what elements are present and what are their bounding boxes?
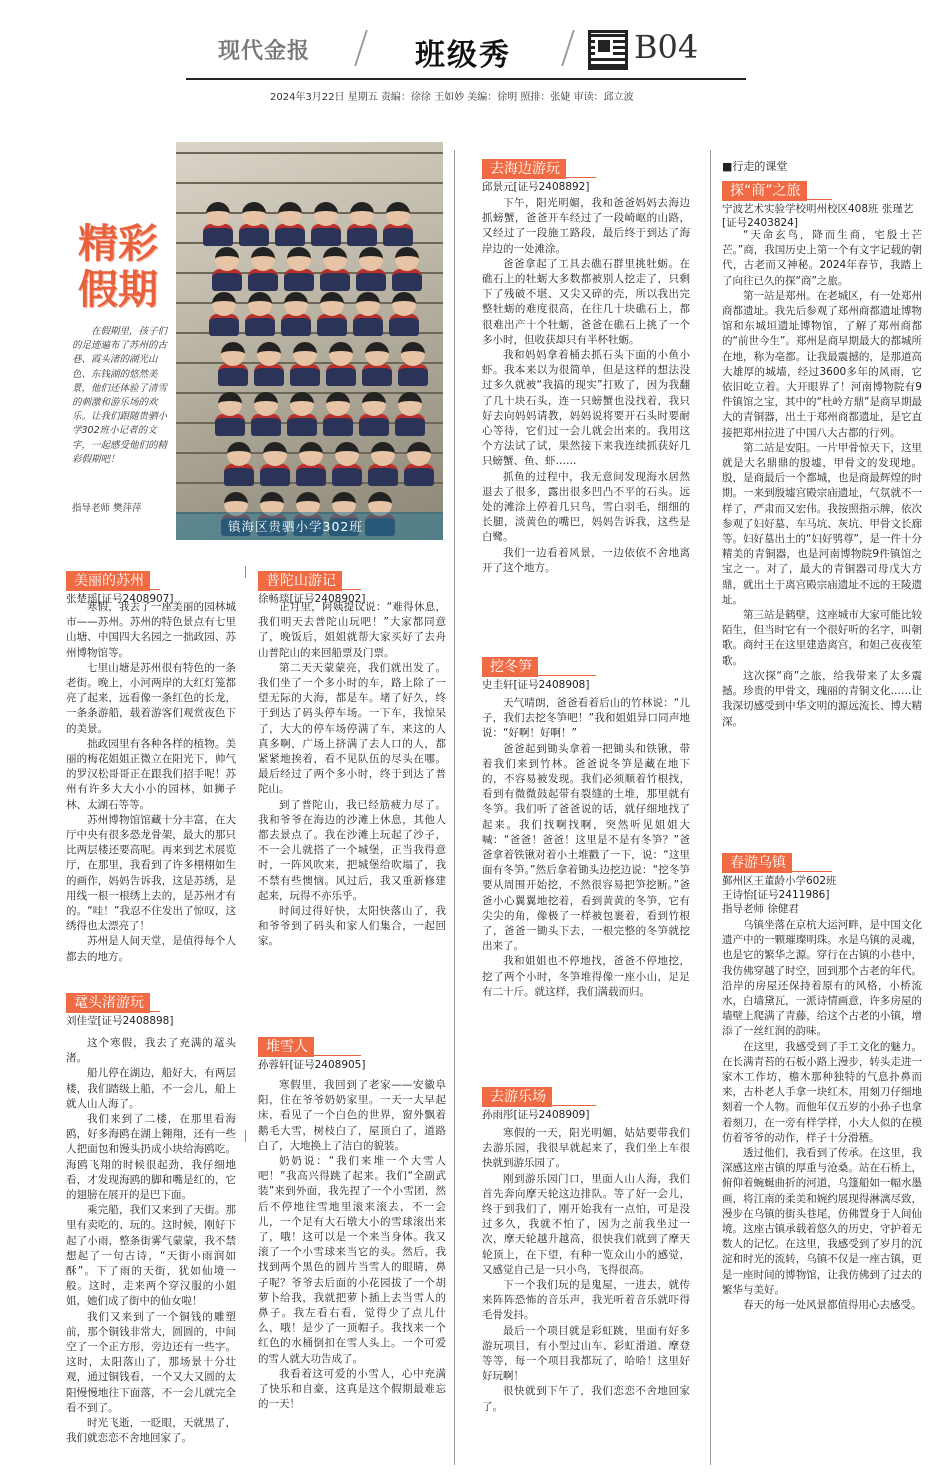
- article-title: 去海边游玩: [482, 159, 566, 179]
- article-heading: [258, 1036, 361, 1056]
- header-separator: [354, 30, 369, 66]
- photo-student-coat: [356, 269, 386, 291]
- article-paragraph: 下一个我们玩的是鬼屋，一进去，就传来阵阵恐怖的音乐声，我光听着音乐就吓得毛骨发抖。: [482, 1279, 690, 1322]
- article-heading: [482, 158, 596, 178]
- article-title: 春游乌镇: [722, 853, 792, 873]
- article-paragraph: 在这里，我感受到了手工文化的魅力。在长满青苔的石板小路上漫步，转头走进一家木工作坊，檐木那种独特的气息扑鼻而来，古朴老人手拿一块红木，用刻刀仔细地刻着一个人物。而他年仅五岁的小孙子也拿着刻刀，在一旁有样学样，小大人似的在模仿着爷爷的动作，样子十分滑稽。: [722, 1040, 922, 1144]
- photo-student-coat: [290, 364, 320, 386]
- photo-student-coat: [239, 224, 269, 246]
- article-paragraph: 下午，阳光明媚，我和爸爸妈妈去海边抓螃蟹，爸爸开车经过了一段崎岖的山路，又经过了一段施工路段，最后终于到达了海岸边的一处滩涂。: [482, 197, 690, 255]
- photo-student-coat: [215, 414, 245, 436]
- article-paragraph: 时间过得好快，太阳快落山了，我和爷爷到了码头和家人们集合，一起回家。: [258, 905, 446, 948]
- article-author: 徐畅琰[证号2408902]: [258, 593, 366, 605]
- photo-student-coat: [287, 414, 317, 436]
- photo-student-coat: [284, 269, 314, 291]
- photo-student-coat: [353, 314, 383, 336]
- article-title: 普陀山游记: [258, 571, 342, 591]
- article-body: [482, 196, 690, 626]
- photo-student-coat: [254, 364, 284, 386]
- photo-student-coat: [296, 464, 326, 486]
- photo-student: [251, 247, 275, 271]
- photo-student: [242, 202, 266, 226]
- header-rule: [186, 78, 746, 80]
- photo-student: [329, 342, 353, 366]
- article-author: 宁波艺术实验学校明州校区408班 张瑾艺[证号2403824]: [722, 203, 914, 229]
- article-paragraph: 我们一边看着风景，一边依依不舍地离开了这个地方。: [482, 546, 690, 574]
- article-paragraph: 寒假里，我回到了老家——安徽阜阳，住在爷爷奶奶家里。一天一大早起床，看见了一个白色的世界，窗外飘着鹅毛大雪，树枝白了，屋顶白了，道路白了，大地换上了洁白的貌装。: [258, 1079, 446, 1152]
- photo-student: [386, 202, 410, 226]
- article-paragraph: “天命玄鸟，降而生商，宅殷土芒芒。”商，我国历史上第一个有文字记载的朝代，古老而又神秘。2024年春节，我踏上了向往已久的探“商”之旅。: [722, 229, 922, 287]
- article-author: 邱景元[证号2408892]: [482, 181, 590, 193]
- article-title: 美丽的苏州: [66, 571, 150, 591]
- feature-title-line1: 精彩: [78, 220, 158, 267]
- photo-student: [335, 442, 359, 466]
- article-title: 鼋头渚游玩: [66, 993, 150, 1013]
- feature-teacher: 指导老师 樊萍萍: [72, 503, 142, 514]
- photo-student-coat: [218, 364, 248, 386]
- article-body: [482, 696, 690, 1056]
- photo-student: [293, 342, 317, 366]
- photo-student-coat: [326, 364, 356, 386]
- photo-student-coat: [203, 224, 233, 246]
- article-paragraph: 第二站是安阳。一片甲骨惊天下，这里就是大名鼎鼎的殷墟，甲骨文的发现地。殷，是商最后一个都城，也是商最辉煌的时期。一来到殷墟宫殿宗庙遗址，气氛就不一样了，严肃而又宏伟。我按照指示牌，依次参观了妇好墓、车马坑、灰坑、甲骨文长廊等。妇好墓出土的“妇好鸮尊”，是一件十分精美的青铜器，也是河南博物院9件镇馆之宝之一。对了，最大的青铜器司母戊大方鼎，就出土于离宫殿宗庙遗址不远的王陵遗址。: [722, 441, 922, 606]
- article-author: 史圭轩[证号2408908]: [482, 679, 590, 691]
- article-body: [258, 1078, 446, 1458]
- article-body: [722, 918, 922, 1438]
- photo-student-coat: [251, 414, 281, 436]
- article-body: [482, 1126, 690, 1456]
- photo-student-coat: [317, 314, 347, 336]
- photo-student: [362, 392, 386, 416]
- feature-intro: 在假期里，孩子们的足迹遍布了苏州的古巷、霞头渚的湖光山色、东钱湖的悠然美景，他们还体验了清雪的刺激和游乐场的欢乐。让我们跟随贵驷小学302班小记者的文字，一起感受他们的精彩假期吧！: [72, 326, 168, 465]
- photo-student: [392, 292, 416, 316]
- photo-student-coat: [311, 224, 341, 246]
- photo-student: [215, 247, 239, 271]
- article-heading: [722, 180, 832, 200]
- article-paragraph: 乌镇坐落在京杭大运河畔，是中国文化遗产中的一颗璀璨明珠。水是乌镇的灵魂，也是它的繁华之源。穿行在古镇的小巷中，我仿佛穿越了时空，回到那个古老的年代。沿岸的房屋还保持着原有的风格，小桥流水，白墙黛瓦，一派诗情画意，许多房屋的墙壁上爬满了青藤，给这个古老的小镇，增添了一丝红润的韵味。: [722, 919, 922, 1038]
- article-paragraph: 苏州博物馆馆藏十分丰富，在大厅中央有很多恐龙骨架，最大的那只比两层楼还要高呢。再来到艺术展览厅，在那里，我看到了许多栩栩如生的画作，妈妈告诉我，这是苏绣，是用线一根一根绣上去的，是苏州才有的。“哇！”我忍不住发出了惊叹，这绣得也太漂亮了！: [66, 813, 236, 933]
- photo-student: [227, 442, 251, 466]
- article-paragraph: 奶奶说：“我们来堆一个大雪人吧！”我高兴得跳了起来。我们“全副武装”来到外面，我先捏了一个小雪团，然后不停地往雪地里滚来滚去，不一会儿，一个足有大石墩大小的雪球滚出来了，哦！这可以是一个来当身体。我又滚了一个小雪球来当它的头。然后，我找到两个黑色的圆片当雪人的眼睛，鼻子呢？爷爷去后面的小花园拔了一个胡萝卜给我，我就把萝卜插上去当雪人的鼻子。我左看右看，觉得少了点儿什么，哦！是少了一顶帽子。我找来一个红色的水桶倒扣在雪人头上。一个可爱的雪人就大功告成了。: [258, 1155, 446, 1365]
- header-separator: [561, 30, 576, 66]
- photo-student: [290, 392, 314, 416]
- page-number: B04: [634, 28, 699, 66]
- article-paragraph: 苏州是人间天堂，是值得每个人都去的地方。: [66, 935, 236, 963]
- photo-student: [212, 292, 236, 316]
- article-paragraph: 天气晴朗，爸爸看着后山的竹林说：“儿子，我们去挖冬笋吧！”我和姐姐异口同声地说：“好啊！好啊！”: [482, 697, 690, 740]
- article-paragraph: 寒假的一天，阳光明媚，姑姑要带我们去游乐园，我很早就起来了，我们坐上车很快就到游乐园了。: [482, 1127, 690, 1170]
- article-title: 堆雪人: [258, 1037, 314, 1057]
- photo-stair: [176, 182, 443, 184]
- photo-student: [248, 292, 272, 316]
- photo-student-coat: [224, 464, 254, 486]
- photo-student-coat: [332, 464, 362, 486]
- photo-student: [206, 202, 230, 226]
- article-heading: [722, 852, 832, 872]
- article-paragraph: 我们又来到了一个铜钱的雕塑前，那个铜钱非常大，圆圆的，中间空了一个正方形，旁边还有一些字。这时，太阳落山了，那场景十分壮观，通过铜钱看，一个又大又圆的太阳慢慢地往下面落，不一会儿就完全看不到了。: [66, 1310, 236, 1414]
- article-paragraph: 这次探“商”之旅，给我带来了太多震撼。珍贵的甲骨文，瑰丽的青铜文化……让我深切感受到中华文明的源远流长、博大精深。: [722, 669, 922, 728]
- photo-student: [359, 247, 383, 271]
- photo-student: [284, 292, 308, 316]
- article-paragraph: 我和姐姐也不停地找，爸爸不停地挖，挖了两个小时，冬笋堆得像一座小山，足足有二十斤。就这样，我们满载而归。: [482, 955, 690, 998]
- article-paragraph: 透过他们，我看到了传承。在这里，我深感这座古镇的厚重与沧桑。站在石桥上，俯仰着蜿蜒曲折的河道，乌篷船如一幅水墨画，将江南的柔美和婉约展现得淋漓尽致，漫步在乌镇的街头巷尾，仿佛置身于人间仙境。这座古镇承载着悠久的历史，守护着无数人的记忆。在这里，我感受到了岁月的沉淀和时光的流转，乌镇不仅是一座古镇，更是一座时间的博物馆，让我仿佛到了过去的繁华与美好。: [722, 1147, 922, 1296]
- photo-student: [365, 342, 389, 366]
- article-author: 张楚瑶[证号2408907]: [66, 593, 174, 605]
- article-paragraph: 我们来到了二楼，在那里看海鸥，好多海鸥在湖上翱翔，还有一些人把面包和馒头扔成小块给海鸥吃。海鸥飞翔的时候很起劲，我仔细地看，才发现海鸥的脚和嘴是红的，它的翅膀在展开的是巴下面。: [66, 1113, 236, 1202]
- photo-student: [326, 392, 350, 416]
- photo-student: [356, 292, 380, 316]
- article-paragraph: 抓鱼的过程中，我无意间发现海水居然退去了很多，露出很多凹凸不平的石头。远处的滩涂上停着几只鸟，雪白羽毛，细细的长腿，淡黄色的嘴巴，妈妈告诉我，这些是白鹭。: [482, 470, 690, 544]
- photo-student: [407, 442, 431, 466]
- photo-student-coat: [260, 464, 290, 486]
- article-paragraph: 很快就到下午了，我们恋恋不舍地回家了。: [482, 1385, 690, 1413]
- photo-student: [401, 342, 425, 366]
- article-author: 孙蓉轩[证号2408905]: [258, 1059, 366, 1071]
- photo-student-coat: [245, 314, 275, 336]
- class-photo: [176, 142, 443, 540]
- article-paragraph: 时光飞逝，一眨眼，天就黑了，我们就恋恋不舍地回家了。: [66, 1417, 236, 1445]
- article-heading: [66, 570, 160, 590]
- photo-student-coat: [212, 269, 242, 291]
- photo-stair: [176, 152, 443, 154]
- photo-student: [287, 247, 311, 271]
- article-paragraph: 春天的每一处风景都值得用心去感受。: [743, 1299, 922, 1312]
- photo-student: [221, 342, 245, 366]
- photo-student-coat: [398, 364, 428, 386]
- article-paragraph: 最后一个项目就是彩虹跳，里面有好多游玩项目，有小型过山车、彩虹滑道、摩登等等，每一个项目我都玩了，哈哈！这里好好玩啊！: [482, 1324, 690, 1383]
- column-tick: [245, 1130, 246, 1142]
- article-title: 去游乐场: [482, 1087, 552, 1107]
- photo-student-coat: [392, 269, 422, 291]
- photo-student: [263, 442, 287, 466]
- photo-student: [299, 442, 323, 466]
- photo-student-coat: [347, 224, 377, 246]
- article-paragraph: 第二天天蒙蒙亮，我们就出发了。我们坐了一个多小时的车，路上除了一望无际的大海，都是车。堵了好久，终于到达了码头停车场。一下车，我惊呆了，大大的停车场停满了车，来这的人真多啊，广场上挤满了去人口的人，都紧紧地挨着，看不见队伍的尽头在哪。最后经过了两个多小时，终于到达了普陀山。: [258, 661, 446, 796]
- article-body: [722, 228, 922, 828]
- article-paragraph: 我看着这可爱的小雪人，心中充满了快乐和自豪，这真是这个假期最难忘的一天！: [258, 1367, 446, 1411]
- photo-student-coat: [248, 269, 278, 291]
- photo-student-coat: [323, 414, 353, 436]
- photo-student: [350, 202, 374, 226]
- article-paragraph: 船儿停在湖边，船好大，有两层楼，我们踏级上船，不一会儿，船上就人山人海了。: [66, 1067, 236, 1110]
- article-paragraph: 拙政园里有各种各样的植物。美丽的梅花姐姐正微立在阳光下，帅气的罗汉松哥哥正在跟我们招手呢！苏州有许多大大小小的园林，如狮子林、太湖石等等。: [66, 737, 236, 811]
- article-author: 孙雨彤[证号2408909]: [482, 1109, 590, 1121]
- article-heading: [482, 1086, 596, 1106]
- article-paragraph: 正月里，阿姨提议说：“难得休息，我们明天去普陀山玩吧！”大家都同意了，晚饭后，姐姐就帮大家买好了去舟山普陀山的来回船票及门票。: [258, 601, 446, 659]
- photo-student: [254, 392, 278, 416]
- photo-student-coat: [368, 464, 398, 486]
- article-paragraph: 乘完船，我们又来到了天街。那里有卖吃的、玩的。这时候，刚好下起了小雨，整条街雾气蒙蒙，我不禁想起了一句古诗，“天街小雨润如酥”。下了雨的天街，犹如仙境一般。这时，走来两个穿汉服的小姐姐，她们成了街中的仙女啦！: [66, 1204, 236, 1308]
- photo-student: [218, 392, 242, 416]
- column-tick: [245, 566, 246, 578]
- photo-student-coat: [359, 414, 389, 436]
- issue-meta: 2024年3月22日 星期五 责编：徐徐 王如妙 美编：徐明 照排：张婕 审读：邱立波: [270, 92, 634, 103]
- photo-student: [314, 202, 338, 226]
- photo-student: [371, 442, 395, 466]
- article-paragraph: 寒假，我去了一座美丽的园林城市——苏州。苏州的特色景点有七里山塘、中国四大名园之一拙政园、苏州博物馆等。: [66, 601, 236, 659]
- article-paragraph: 第一站是郑州。在老城区，有一处郑州商都遗址。我先后参观了郑州商都遗址博物馆和东城垣遗址博物馆，了解了郑州商都的“前世今生”。郑州是商早期最大的都城所在地，称为亳都。让我最震撼的，是那道高大雄厚的城墙，经过3600多年的风雨，它依旧屹立着。大开眼界了！河南博物院有9件镇馆之宝，其中的“杜岭方鼎”是商早期最大的青铜器，出土于郑州商都遗址，是它直接把郑州拉进了中国八大古都的行列。: [722, 289, 922, 439]
- photo-student-coat: [281, 314, 311, 336]
- article-title: 探“商”之旅: [722, 181, 807, 201]
- article-paragraph: 七里山塘是苏州很有特色的一条老街。晚上，小河两岸的大红灯笼都亮了起来，远看像一条红色的长龙，一条条游船，载着游客们观赏夜色下的美景。: [66, 661, 236, 735]
- photo-student: [398, 392, 422, 416]
- photo-student-coat: [389, 314, 419, 336]
- column-rule: [710, 150, 711, 1465]
- feature-title-line2: 假期: [78, 266, 158, 313]
- article-paragraph: 我和妈妈拿着桶去抓石头下面的小鱼小虾。我本来以为很简单，但是这样的想法没过多久就被“我搞的现实”打败了，因为我翻了几十块石头，连一只螃蟹也没找着，我只好去向妈妈请教，妈妈说将要开石头时要耐心等待，它们过一会儿就会出来的。我用这个方法试了试，果然接下来我连续抓获好几只螃蟹、鱼、虾……: [482, 349, 690, 468]
- column-rule: [454, 150, 455, 1465]
- photo-student-coat: [404, 464, 434, 486]
- article-paragraph: 爸爸拿起了工具去礁石群里挑牡蛎。在礁石上的牡蛎大多数都被别人挖走了，只剩下了残破不堪、又尖又碎的壳，所以我出完整牡蛎的难度很高，在往几十块礁石上，都很难出产十个牡蛎，爸爸在礁石上挑了一个多小时，但收获却只有半杯牡蛎。: [482, 257, 690, 346]
- article-heading: [482, 656, 596, 676]
- article-paragraph: 刚到游乐园门口，里面人山人海，我们首先奔向摩天轮这边排队。等了好一会儿，终于到我们了，刚开始我有一点怕，可是没过多久，我就不怕了，因为之前我坐过一次，摩天轮越升越高，很快我们就到了摩天轮顶上，在下望，有种一览众山小的感觉，又感觉自己是一只小鸟，飞得很高。: [482, 1172, 690, 1276]
- article-author: 刘佳莹[证号2408898]: [66, 1015, 174, 1027]
- photo-student-coat: [209, 314, 239, 336]
- photo-student: [257, 342, 281, 366]
- article-title: 挖冬笋: [482, 657, 538, 677]
- article-heading: [66, 992, 160, 1012]
- article-paragraph: 第三站是鹤壁，这座城市大家可能比较陌生，但当时它有一个很好听的名字，叫朝歌。商纣王在这里建造离宫，和妲己夜夜笙歌。: [722, 609, 922, 667]
- newspaper-logo: 现代金报: [218, 38, 311, 64]
- article-author: 鄞州区王董龄小学602班 王诗怡[证号2411986] 指导老师 徐健君: [722, 875, 837, 915]
- photo-student-coat: [275, 224, 305, 246]
- column-kicker: ■行走的课堂: [722, 160, 788, 173]
- article-paragraph: 到了普陀山，我已经筋疲力尽了。我和爷爷在海边的沙滩上休息，其他人都去景点了。我在沙滩上玩起了沙子，不一会儿就搭了一个城堡，正当我得意时，一阵风吹来，把城堡给吹塌了，我不禁有些懊恼。风过后，我又重新修建起来，玩得不亦乐乎。: [258, 798, 446, 902]
- photo-student-coat: [362, 364, 392, 386]
- article-paragraph: 这个寒假，我去了充满的鼋头渚。: [66, 1037, 236, 1065]
- article-body: [258, 600, 446, 1020]
- photo-student: [278, 202, 302, 226]
- qr-code-icon: [588, 30, 628, 70]
- photo-student: [320, 292, 344, 316]
- photo-student: [323, 247, 347, 271]
- article-body: [66, 600, 236, 975]
- photo-student-coat: [383, 224, 413, 246]
- photo-caption: 镇海区贵驷小学302班: [228, 519, 363, 534]
- photo-student-coat: [320, 269, 350, 291]
- photo-student-coat: [395, 414, 425, 436]
- article-paragraph: 爸爸起到锄头拿着一把锄头和铁锹，带着我们来到竹林。爸爸说冬笋是藏在地下的，不容易被发现。我们必须顺着竹根找，看到有微微鼓起带有裂缝的土堆，那里就有冬笋。我们听了爸爸说的话，就仔细地找了起来。我们找啊找啊，突然听见姐姐大喊：“爸爸！爸爸！这里是不是有冬笋？”爸爸拿着铁锹对着小土堆戳了一下，说：“这里面有冬笋。”然后拿着锄头边挖边说：“挖冬笋要从周围开始挖，不然很容易把笋挖断。”爸爸小心翼翼地挖着，看到黄黄的冬笋，它有尖尖的角，像极了一样被包裹着，看到竹根了，爸爸一锄头下去，一根完整的冬笋就挖出来了。: [482, 742, 690, 953]
- article-heading: [258, 570, 361, 590]
- article-body: [66, 1036, 236, 1456]
- section-title: 班级秀: [415, 38, 511, 73]
- photo-student: [395, 247, 419, 271]
